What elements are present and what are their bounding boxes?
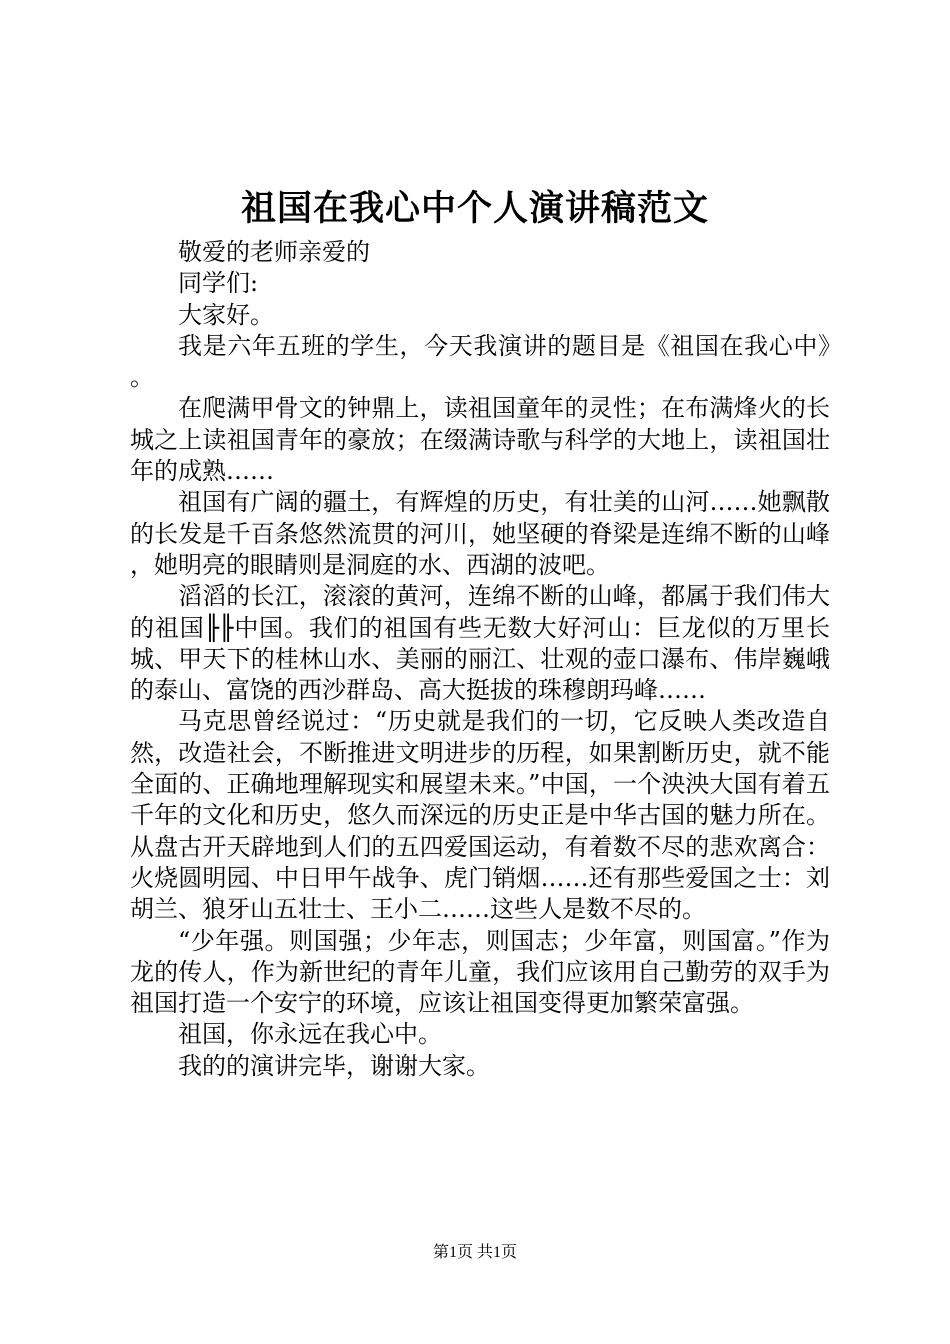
document-title: 祖国在我心中个人演讲稿范文: [240, 188, 709, 229]
document-body: [130, 237, 830, 1082]
paragraph-body: 马克思曾经说过：“历史就是我们的一切，它反映人类改造自然，改造社会，不断推进文明进步的历程，如果割断历史，就不能全面的、正确地理解现实和展望未来。”中国，一个泱泱大国有着五千年的文化和历史，悠久而深远的历史正是中华古国的魅力所在。从盘古开天辟地到人们的五四爱国运动，有着数不尽的悲欢离合：火烧圆明园、中日甲午战争、虎门销烟……还有那些爱国之士：刘胡兰、狼牙山五壮士、王小二……这些人是数不尽的。: [130, 707, 830, 924]
paragraph-salutation-2: 同学们:: [178, 269, 259, 298]
page-footer: 第1页 共1页: [432, 1244, 517, 1261]
paragraph-body: 在爬满甲骨文的钟鼎上，读祖国童年的灵性；在布满烽火的长城之上读祖国青年的豪放；在缀满诗歌与科学的大地上，读祖国壮年的成熟……: [130, 394, 830, 486]
paragraph-intro: 我是六年五班的学生，今天我演讲的题目是《祖国在我心中》。: [130, 331, 830, 392]
paragraph-salutation-1: 敬爱的老师亲爱的: [178, 238, 370, 266]
paragraph-body: 祖国有广阔的疆土，有辉煌的历史，有壮美的山河……她飘散的长发是千百条悠然流贯的河川，她坚硬的脊梁是连绵不断的山峰，她明亮的眼睛则是洞庭的水、西湖的波吧。: [130, 488, 830, 579]
paragraph-closing: 祖国，你永远在我心中。: [178, 1020, 442, 1049]
paragraph-ending: 我的的演讲完毕，谢谢大家。: [178, 1051, 490, 1080]
paragraph-greeting: 大家好。: [178, 300, 274, 329]
paragraph-body: “少年强。则国强；少年志，则国志；少年富，则国富。”作为龙的传人，作为新世纪的青年儿童，我们应该用自己勤劳的双手为祖国打造一个安宁的环境，应该让祖国变得更加繁荣富强。: [130, 926, 830, 1018]
paragraph-body: 滔滔的长江，滚滚的黄河，连绵不断的山峰，都属于我们伟大的祖国╟╟中国。我们的祖国有些无数大好河山：巨龙似的万里长城、甲天下的桂林山水、美丽的丽江、壮观的壶口瀑布、伟岸巍峨的泰山、富饶的西沙群岛、高大挺拔的珠穆朗玛峰……: [130, 582, 830, 705]
